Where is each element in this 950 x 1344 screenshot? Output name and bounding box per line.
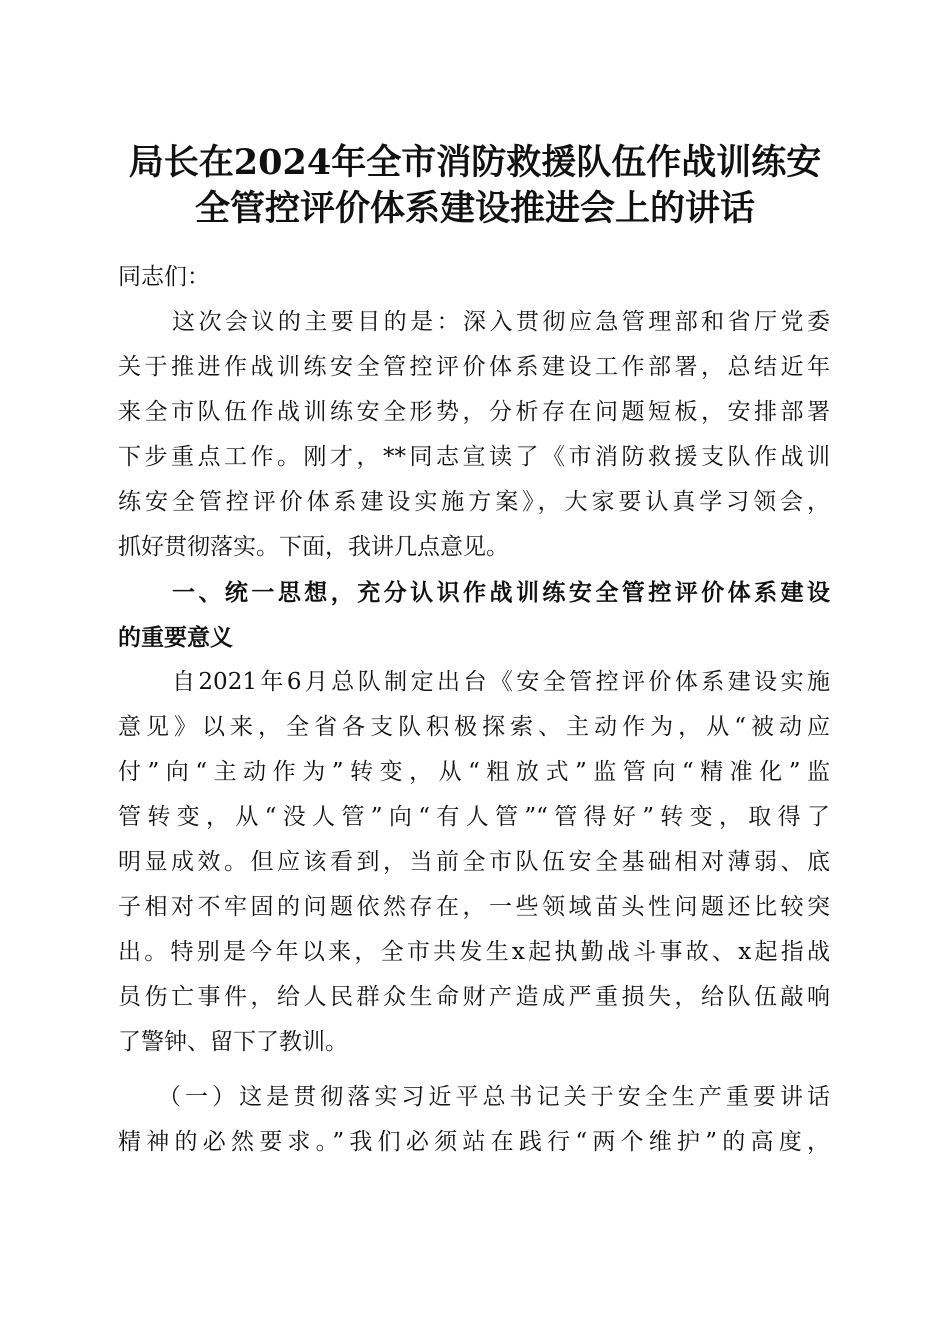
section-heading	[118, 570, 830, 660]
text-line: 关于推进作战训练安全管控评价体系建设工作部署，总结近年	[118, 354, 830, 380]
title-line: 全管控评价体系建设推进会上的讲话	[194, 188, 755, 229]
text-line: 子相对不牢固的问题依然存在，一些领域苗头性问题还比较突	[118, 894, 830, 920]
title-line: 局长在2024年全市消防救援队伍作战训练安	[128, 142, 822, 183]
text-line: 明显成效。但应该看到，当前全市队伍安全基础相对薄弱、底	[118, 849, 830, 875]
text-line: 自2021年6月总队制定出台《安全管控评价体系建设实施	[172, 669, 830, 695]
heading-line: 的重要意义	[118, 624, 233, 651]
text-line: 员伤亡事件，给人民群众生命财产造成严重损失，给队伍敲响	[118, 984, 830, 1010]
text-line: （一）这是贯彻落实习近平总书记关于安全生产重要讲话	[158, 1084, 830, 1110]
text-line: 意见》以来，全省各支队积极探索、主动作为，从“被动应	[118, 714, 830, 740]
text-line: 抓好贯彻落实。下面，我讲几点意见。	[118, 534, 509, 560]
document-body	[118, 255, 830, 1165]
text-line: 了警钟、留下了教训。	[118, 1029, 348, 1055]
paragraph-subsection	[118, 1075, 830, 1165]
paragraph-background	[118, 660, 830, 1065]
text-line: 练安全管控评价体系建设实施方案》，大家要认真学习领会，	[118, 489, 830, 515]
text-line: 付”向“主动作为”转变，从“粗放式”监管向“精准化”监	[118, 759, 830, 785]
salutation: 同志们：	[118, 264, 210, 290]
text-line: 出。特别是今年以来，全市共发生x起执勤战斗事故、x起指战	[118, 939, 830, 965]
text-line: 这次会议的主要目的是：深入贯彻应急管理部和省厅党委	[172, 309, 830, 335]
text-line: 管转变，从“没人管”向“有人管”“管得好”转变，取得了	[118, 804, 830, 830]
text-line: 精神的必然要求。”我们必须站在践行“两个维护”的高度，	[118, 1129, 830, 1155]
text-line: 下步重点工作。刚才，**同志宣读了《市消防救援支队作战训	[118, 444, 830, 470]
heading-line: 一、统一思想，充分认识作战训练安全管控评价体系建设	[172, 579, 830, 606]
document-title	[100, 140, 850, 232]
text-line: 来全市队伍作战训练安全形势，分析存在问题短板，安排部署	[118, 399, 830, 425]
paragraph-intro	[118, 300, 830, 570]
